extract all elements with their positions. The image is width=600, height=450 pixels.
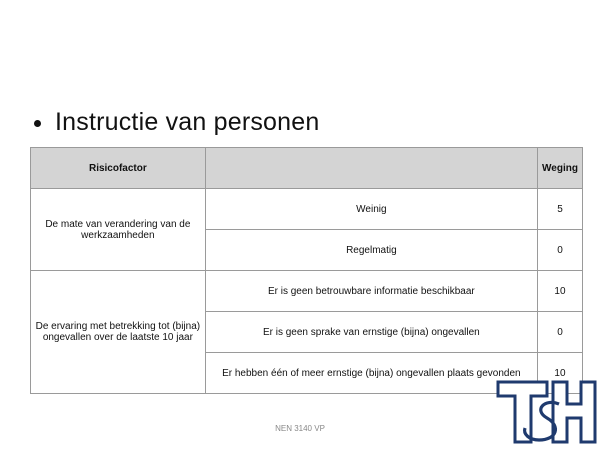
header-weging: Weging (537, 148, 582, 189)
weight-cell: 0 (537, 230, 582, 271)
slide-title-row (34, 108, 319, 137)
option-cell: Er is geen sprake van ernstige (bijna) ongevallen (205, 312, 537, 353)
option-cell: Er hebben één of meer ernstige (bijna) ongevallen plaats gevonden (205, 353, 537, 394)
option-cell: Er is geen betrouwbare informatie beschikbaar (205, 271, 537, 312)
weight-cell: 10 (537, 353, 582, 394)
risk-factor-cell: De mate van verandering van de werkzaamheden (31, 189, 206, 271)
table-row (31, 271, 583, 312)
header-option (205, 148, 537, 189)
weight-cell: 10 (537, 271, 582, 312)
header-risicofactor: Risicofactor (31, 148, 206, 189)
bullet-icon (34, 120, 41, 127)
slide-title: Instructie van personen (55, 108, 320, 136)
slide-footer: NEN 3140 VP (275, 424, 325, 433)
option-cell: Weinig (205, 189, 537, 230)
weight-cell: 5 (537, 189, 582, 230)
risk-factor-cell: De ervaring met betrekking tot (bijna) ongevallen over de laatste 10 jaar (31, 271, 206, 394)
header-row (31, 148, 583, 189)
option-cell: Regelmatig (205, 230, 537, 271)
tsh-logo-icon (495, 376, 600, 450)
risk-table (30, 147, 583, 394)
weight-cell: 0 (537, 312, 582, 353)
table-row (31, 189, 583, 230)
